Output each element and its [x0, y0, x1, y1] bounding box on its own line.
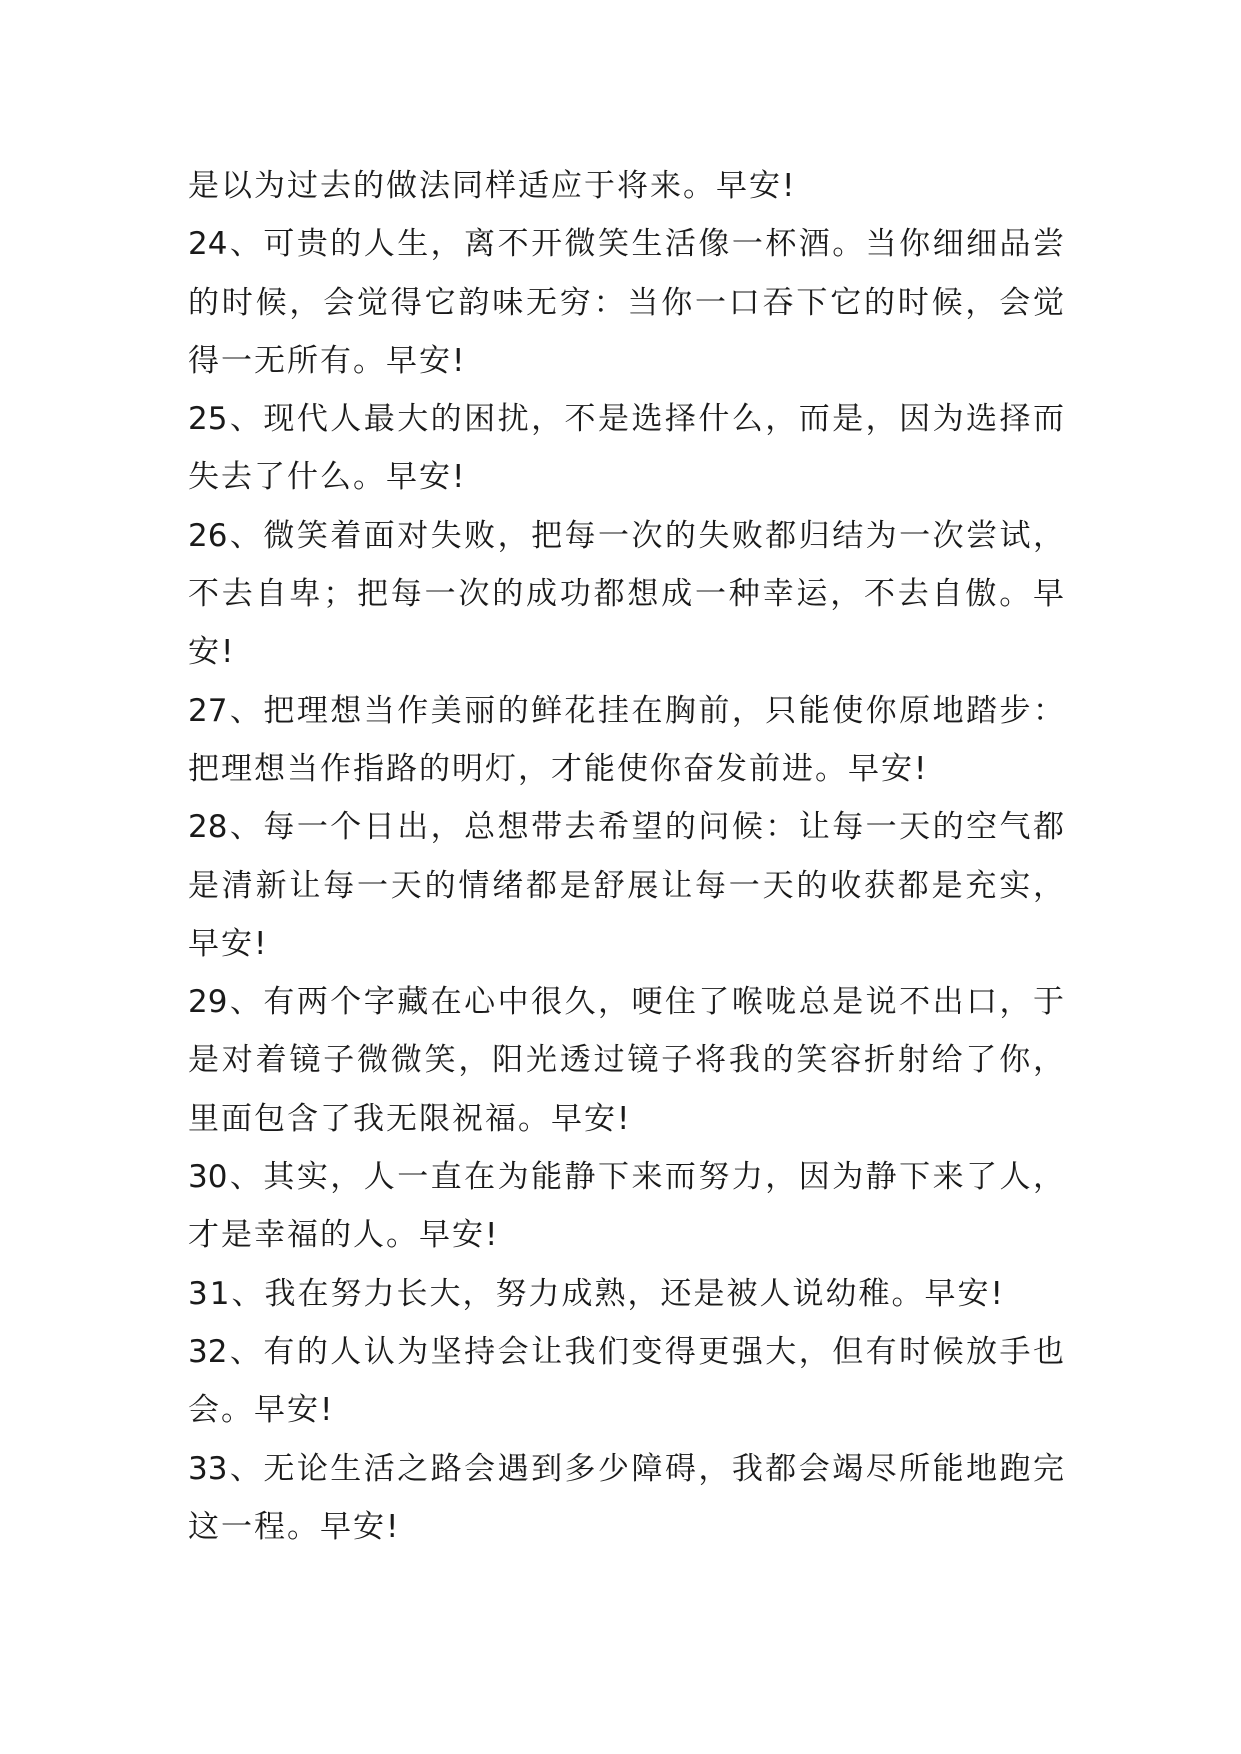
text-line: 30、其实，人一直在为能静下来而努力，因为静下来了人， — [188, 1159, 1064, 1196]
text-line: 里面包含了我无限祝福。早安! — [188, 1100, 632, 1137]
text-line: 29、有两个字藏在心中很久，哽住了喉咙总是说不出口，于 — [188, 984, 1064, 1021]
text-line: 26、微笑着面对失败，把每一次的失败都归结为一次尝试， — [188, 517, 1064, 554]
text-line: 的时候，会觉得它韵味无穷：当你一口吞下它的时候，会觉 — [188, 284, 1064, 321]
text-line: 27、把理想当作美丽的鲜花挂在胸前，只能使你原地踏步： — [188, 692, 1064, 729]
text-line: 才是幸福的人。早安! — [188, 1217, 500, 1254]
text-line: 早安! — [188, 925, 269, 962]
text-line: 25、现代人最大的困扰，不是选择什么，而是，因为选择而 — [188, 401, 1064, 438]
text-line: 失去了什么。早安! — [188, 459, 467, 496]
text-line: 24、可贵的人生，离不开微笑生活像一杯酒。当你细细品尝 — [188, 226, 1064, 263]
text-line: 把理想当作指路的明灯，才能使你奋发前进。早安! — [188, 750, 929, 787]
text-line: 是对着镜子微微笑，阳光透过镜子将我的笑容折射给了你， — [188, 1042, 1064, 1079]
text-line: 32、有的人认为坚持会让我们变得更强大，但有时候放手也 — [188, 1333, 1064, 1370]
text-line: 安! — [188, 634, 236, 671]
text-line: 这一程。早安! — [188, 1508, 401, 1545]
text-line: 不去自卑；把每一次的成功都想成一种幸运，不去自傲。早 — [188, 576, 1064, 613]
text-line: 28、每一个日出，总想带去希望的问候：让每一天的空气都 — [188, 809, 1064, 846]
text-line: 31、我在努力长大，努力成熟，还是被人说幼稚。早安! — [188, 1275, 1005, 1312]
text-line: 会。早安! — [188, 1392, 335, 1429]
text-line: 33、无论生活之路会遇到多少障碍，我都会竭尽所能地跑完 — [188, 1450, 1064, 1487]
document-body — [188, 157, 1064, 1556]
text-line: 得一无所有。早安! — [188, 342, 467, 379]
text-line: 是以为过去的做法同样适应于将来。早安! — [188, 168, 797, 204]
text-line: 是清新让每一天的情绪都是舒展让每一天的收获都是充实， — [188, 867, 1064, 904]
